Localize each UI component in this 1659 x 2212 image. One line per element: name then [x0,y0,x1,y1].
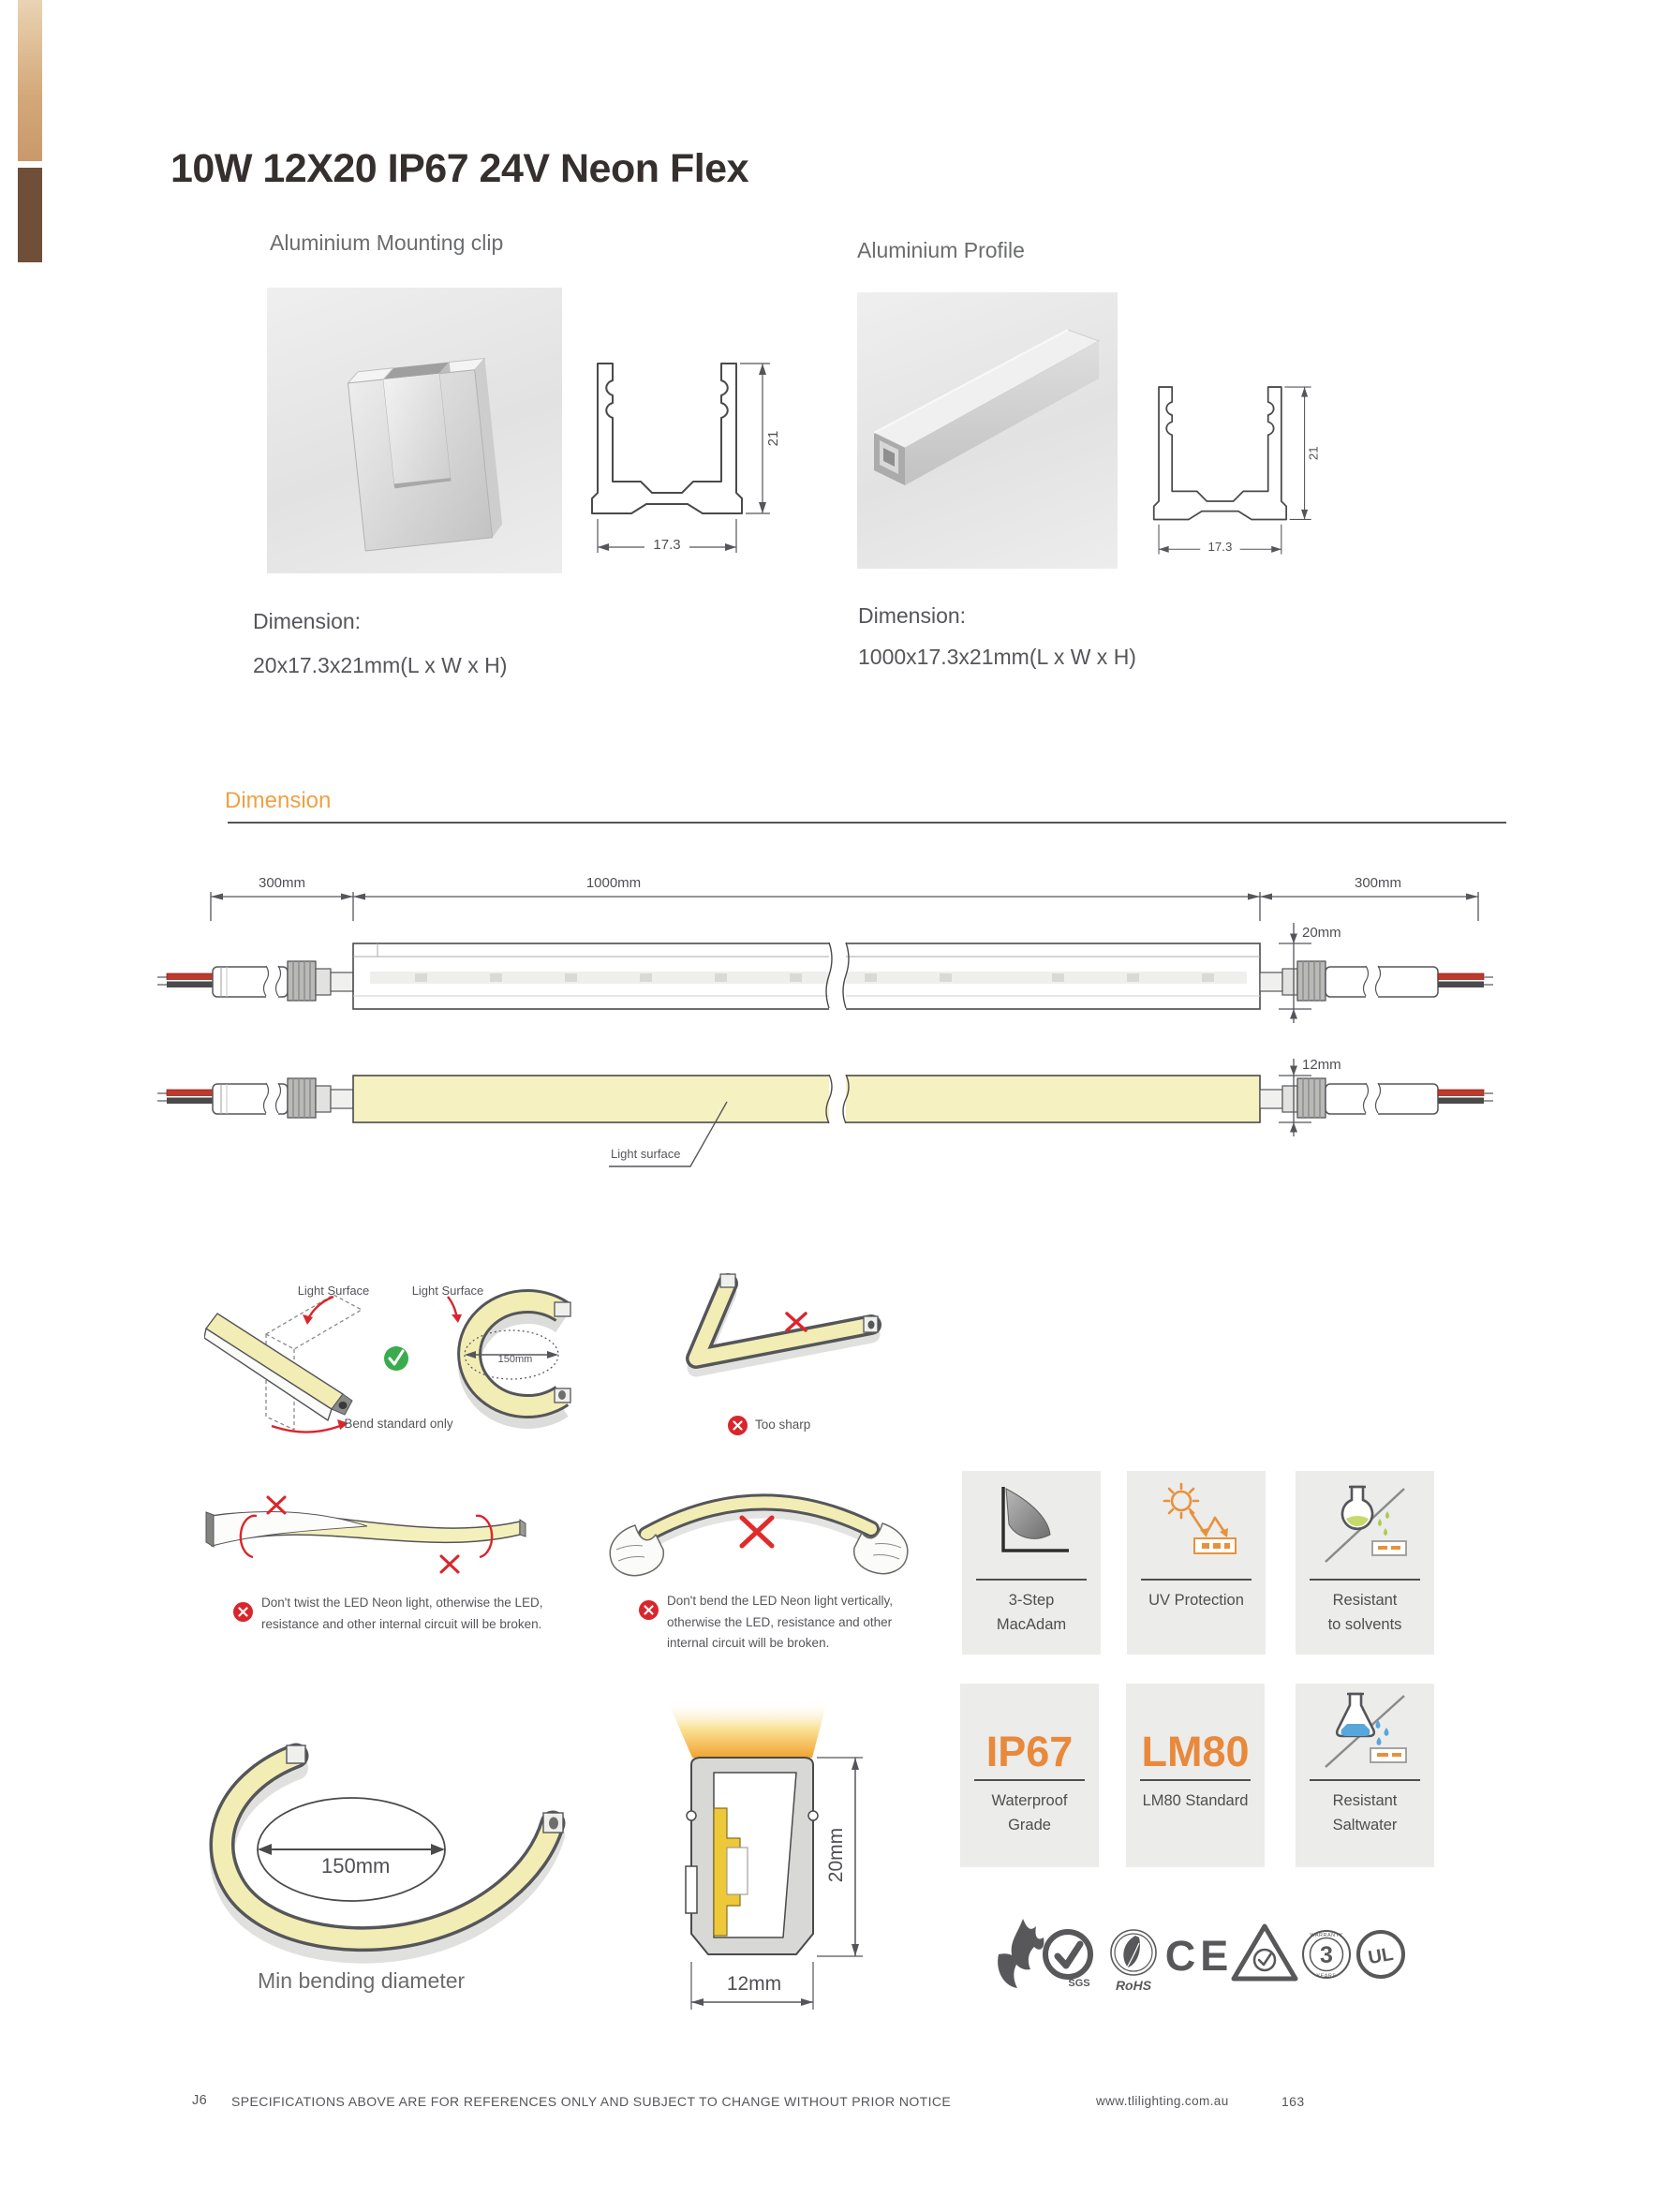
footer-website: www.tlilighting.com.au [1096,2094,1229,2108]
cross-section-height-label: 20mm [825,1827,847,1883]
ip67-text: IP67 [985,1728,1074,1775]
check-icon [384,1346,408,1371]
side-view-top [157,923,1493,1023]
rcm-icon [1234,1926,1296,1979]
light-surface-label: Light surface [611,1147,681,1161]
len-right-label: 300mm [1354,875,1402,891]
badge-label-line1: Resistant [1332,1792,1398,1809]
macadam-icon [962,1471,1101,1576]
min-bending-illustration [199,1741,592,1966]
footer-code: J6 [192,2093,208,2108]
badge-divider [1310,1579,1420,1581]
badge-resistant-solvents [1296,1471,1434,1655]
light-surface-left-label: Light Surface [297,1284,370,1298]
badge-label-line2: Saltwater [1332,1817,1398,1833]
lm80-text: LM80 [1141,1728,1250,1775]
badge-label-line2: to solvents [1327,1616,1402,1633]
badge-divider [976,1579,1087,1581]
page-title: 10W 12X20 IP67 24V Neon Flex [170,146,748,191]
footer-disclaimer: SPECIFICATIONS ABOVE ARE FOR REFERENCES ONLY AND SUBJECT TO CHANGE WITHOUT PRIOR NOTICE [231,2094,952,2109]
min-bend-150mm-label: 150mm [321,1854,391,1878]
twist-warning-text [261,1593,542,1635]
vertical-warning-line1: Don't bend the LED Neon light vertically, [667,1594,893,1608]
len-left-label: 300mm [258,875,306,891]
badge-label-line2: MacAdam [996,1616,1067,1633]
warranty-number: 3 [1320,1942,1333,1968]
badge-divider [1141,1579,1252,1581]
sgs-icon [1045,1932,1090,1989]
warranty-bottom-label: YEARS [1316,1973,1337,1980]
min-bend-caption: Min bending diameter [258,1968,466,1993]
badge-label-line2: Grade [1008,1817,1051,1833]
profile-photo [857,292,1118,569]
badge-label-line1: LM80 Standard [1142,1792,1249,1809]
clip-cs-height-label: 21 [765,430,781,447]
profile-dimension-label: Dimension: [858,603,967,628]
twist-warning-line1: Don't twist the LED Neon light, otherwise the LED, [261,1596,543,1610]
light-surface-right-label: Light Surface [411,1284,484,1298]
vertical-bend-illustration [601,1488,915,1586]
height-bottom-label: 12mm [1302,1057,1341,1073]
profile-photo-render [857,292,1118,569]
too-sharp-caption: Too sharp [755,1418,811,1432]
rohs-icon [1111,1930,1156,1993]
badge-divider [1310,1779,1420,1781]
vertical-warning-line3: internal circuit will be broken. [667,1636,830,1650]
rohs-label: RoHS [1115,1978,1152,1993]
too-sharp-cross-icon [728,1416,748,1435]
badge-3step-macadam [962,1471,1101,1655]
vertical-warning-icon [639,1600,659,1620]
clip-cs-width-label: 17.3 [653,537,681,553]
uv-protection-icon [1127,1471,1266,1576]
profile-cross-section-drawing [1150,380,1325,558]
len-mid-label: 1000mm [585,875,642,891]
vertical-warning-text [667,1591,893,1655]
side-view-bottom [157,1057,1493,1166]
badge-resistant-saltwater [1296,1684,1434,1867]
ul-label: UL [1366,1943,1396,1969]
neon-flex-dimension-drawing [150,862,1518,1185]
dimension-heading: Dimension [225,788,332,813]
light-glow [668,1701,827,1758]
certification-logos [985,1913,1407,1997]
badge-lm80 [1126,1684,1265,1867]
twist-warning-icon [233,1602,253,1622]
clip-dimension-value: 20x17.3x21mm(L x W x H) [253,653,508,677]
bend-150mm-label: 150mm [497,1354,533,1365]
twist-illustration [204,1488,527,1581]
margin-tan-bar [18,0,42,161]
saltwater-flask-icon [1296,1684,1434,1776]
badge-label-line1: 3-Step [1008,1592,1055,1609]
badge-uv-protection [1127,1471,1266,1655]
badge-ip67 [960,1684,1099,1867]
clip-cross-section-drawing [588,356,785,557]
profile-section-label: Aluminium Profile [857,238,1025,262]
ul-icon [1358,1932,1403,1977]
cross-section-width-label: 12mm [726,1973,782,1995]
bend-too-sharp-illustration [660,1272,885,1394]
warranty-3years-icon [1303,1931,1350,1980]
warranty-top-label: WARRANTY [1310,1933,1343,1938]
fire-rating-icon [998,1919,1044,1988]
badge-label-line1: Resistant [1332,1592,1398,1609]
profile-dimension-value: 1000x17.3x21mm(L x W x H) [858,645,1136,669]
bend-ok-caption: Bend standard only [344,1417,453,1431]
clip-dimension-label: Dimension: [253,609,362,633]
badge-divider [974,1779,1085,1781]
sgs-label: SGS [1068,1978,1090,1989]
dimension-divider [228,822,1506,824]
badge-label-line1: UV Protection [1148,1592,1244,1609]
height-top-label: 20mm [1302,925,1341,941]
clip-photo-render [267,288,562,573]
twist-warning-line2: resistance and other internal circuit will be broken. [261,1616,542,1631]
ce-mark: CE [1164,1932,1234,1980]
badge-label-line1: Waterproof [991,1792,1068,1809]
footer-page-number: 163 [1281,2094,1305,2109]
profile-cs-height-label: 21 [1306,446,1321,461]
badge-divider [1140,1779,1251,1781]
profile-cs-width-label: 17.3 [1207,540,1233,555]
clip-section-label: Aluminium Mounting clip [270,230,504,255]
margin-brown-bar [18,168,42,262]
clip-photo [267,288,562,573]
vertical-warning-line2: otherwise the LED, resistance and other [667,1614,893,1629]
solvent-flask-icon [1296,1471,1434,1576]
